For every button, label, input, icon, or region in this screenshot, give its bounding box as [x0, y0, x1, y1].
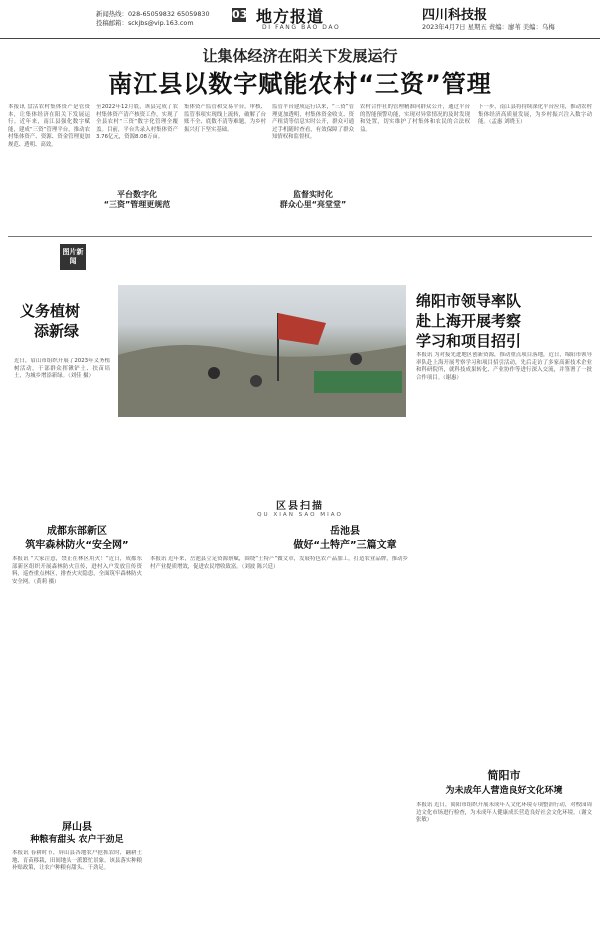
lead-headline: 南江县以数字赋能农村“三资”管理	[108, 70, 492, 98]
jianyang-title-line2: 为未成年人营造良好文化环境	[445, 786, 563, 796]
photo-news-badge: 图片新闻	[60, 244, 86, 270]
lead-kicker: 让集体经济在阳关下发展运行	[202, 47, 398, 65]
photo-scene	[118, 285, 406, 417]
lead-col-5: 农村合作社的管理精准向群众公开，通过平台的智能预警功能，实现对异常情况的及时发现和处置，切实维护了村集体和农民的合法权益。	[360, 104, 470, 133]
lead-col-3: 集体资产监管和交易平台，审核、监管事项实现线上流转，破解了台账不全、底数不清等难题，为乡村振兴打下坚实基础。	[184, 104, 266, 133]
masthead-contact	[96, 10, 210, 28]
lead-col-2: 至2022年12月底，该县完成了农村集体资产清产核资工作，实现了全县农村“三资”数字化管理全覆盖。目前，平台共录入村集体资产3.76亿元，资源8.08万亩。	[96, 104, 178, 141]
right-title-line2: 赴上海开展考察	[416, 312, 522, 330]
tree-planting-photo	[118, 285, 406, 417]
right-title-line3: 学习和项目招引	[416, 332, 522, 350]
pingshan-title-line2: 种粮有甜头 农户干劲足	[30, 835, 124, 845]
divider	[8, 236, 592, 237]
region-scan-header	[220, 497, 380, 518]
lead-subhead-1: 平台数字化 “三资”管理更规范	[103, 190, 171, 209]
jianyang-title-line1: 简阳市	[487, 769, 521, 782]
masthead	[0, 0, 600, 39]
yuechi-body: 本报讯 近年来，岳池县立足资源禀赋，围绕“土特产”做文章，发展特色农产品加工，打造农业品牌，推动乡村产业提质增效，促进农民增收致富。（刘波 陈兴廷）	[150, 556, 408, 570]
chengdu-body: 本报讯 “大家注意，禁止在林区用火！”近日，成都东部新区组织开展森林防火宣传，进村入户发放宣传资料，巡查重点林区，排查火灾隐患，全面筑牢森林防火安全网。（黄莉 摄）	[12, 556, 142, 585]
section-title: 地方报道	[256, 7, 325, 26]
green-banner	[314, 371, 402, 393]
chengdu-title-line2: 筑牢森林防火“安全网”	[25, 540, 129, 551]
jianyang-body: 本报讯 近日，简阳市组织开展未成年人文化环境专项整治行动，对校园周边文化市场进行检查，为未成年人健康成长营造良好社会文化环境。（谢文 张敏）	[416, 802, 592, 824]
paper-logo: 四川科技报	[422, 8, 488, 23]
lead-subhead-2: 监督实时化 群众心里“亮堂堂”	[279, 190, 347, 209]
chengdu-title-line1: 成都东部新区	[47, 526, 107, 537]
section-title-en: DI FANG BAO DAO	[262, 24, 341, 31]
region-scan-label: 区县扫描	[276, 501, 324, 512]
photo-caption: 近日，眉山市组织开展了2023年义务植树活动，干部群众挥锹铲土、扶苗培土，为城乡增添新绿。（刘佳 摄）	[14, 358, 110, 380]
lead-col-1: 本报讯 盘活农村集体资产是管资本，让集体经济在阳关下发展运行。近年来，南江县强化数字赋能，建成“三资”管理平台，推动农村集体资产、资源、资金管理更加规范、透明、高效。	[8, 104, 90, 148]
person-figure	[208, 367, 220, 379]
yuechi-title-line2: 做好“土特产”三篇文章	[293, 540, 397, 551]
person-figure	[350, 353, 362, 365]
photo-title-line1: 义务植树	[20, 302, 81, 320]
contact-email: 投稿邮箱：sckjbs@vip.163.com	[96, 19, 194, 27]
issue-date: 2023年4月7日 星期五 责编：廖苇 美编：乌梅	[422, 23, 555, 31]
photo-title-line2: 添新绿	[34, 322, 80, 340]
page-number: 03	[232, 8, 248, 21]
pingshan-body: 本报讯 春耕时节，屏山县各地农户抢抓农时，翻耕土地、育苗移栽，田间地头一派繁忙景象。该县落实种粮补贴政策，让农户种粮有甜头、干劲足。	[12, 850, 142, 872]
contact-hotline: 新闻热线：028-65059832 65059830	[96, 10, 210, 18]
lead-col-6: 下一步，南江县将持续深化平台应用，推动农村集体经济高质量发展，为乡村振兴注入数字动能。（孟惠 刘晓玉）	[478, 104, 592, 126]
right-title-line1: 绵阳市领导率队	[416, 292, 522, 310]
yuechi-title-line1: 岳池县	[330, 526, 360, 537]
lead-col-4: 监管平台建成运行以来，“三资”管理更加透明，村集体资金收支、资产租赁等信息实时公开，群众可通过手机随时查看，有效保障了群众知情权和监督权。	[272, 104, 354, 141]
region-scan-label-en: QU XIAN SAO MIAO	[257, 512, 343, 518]
red-flag	[278, 313, 326, 345]
person-figure	[250, 375, 262, 387]
pingshan-title-line1: 屏山县	[62, 822, 92, 833]
right-story-body: 本报讯 为对接先进地区创新资源，推动重点项目落地，近日，绵阳市领导率队赴上海开展考察学习和项目招引活动，先后走访了多家高新技术企业和科研院所，就科技成果转化、产业协作等进行深入交流，并签署了一批合作项目。（谢惠）	[416, 352, 592, 381]
